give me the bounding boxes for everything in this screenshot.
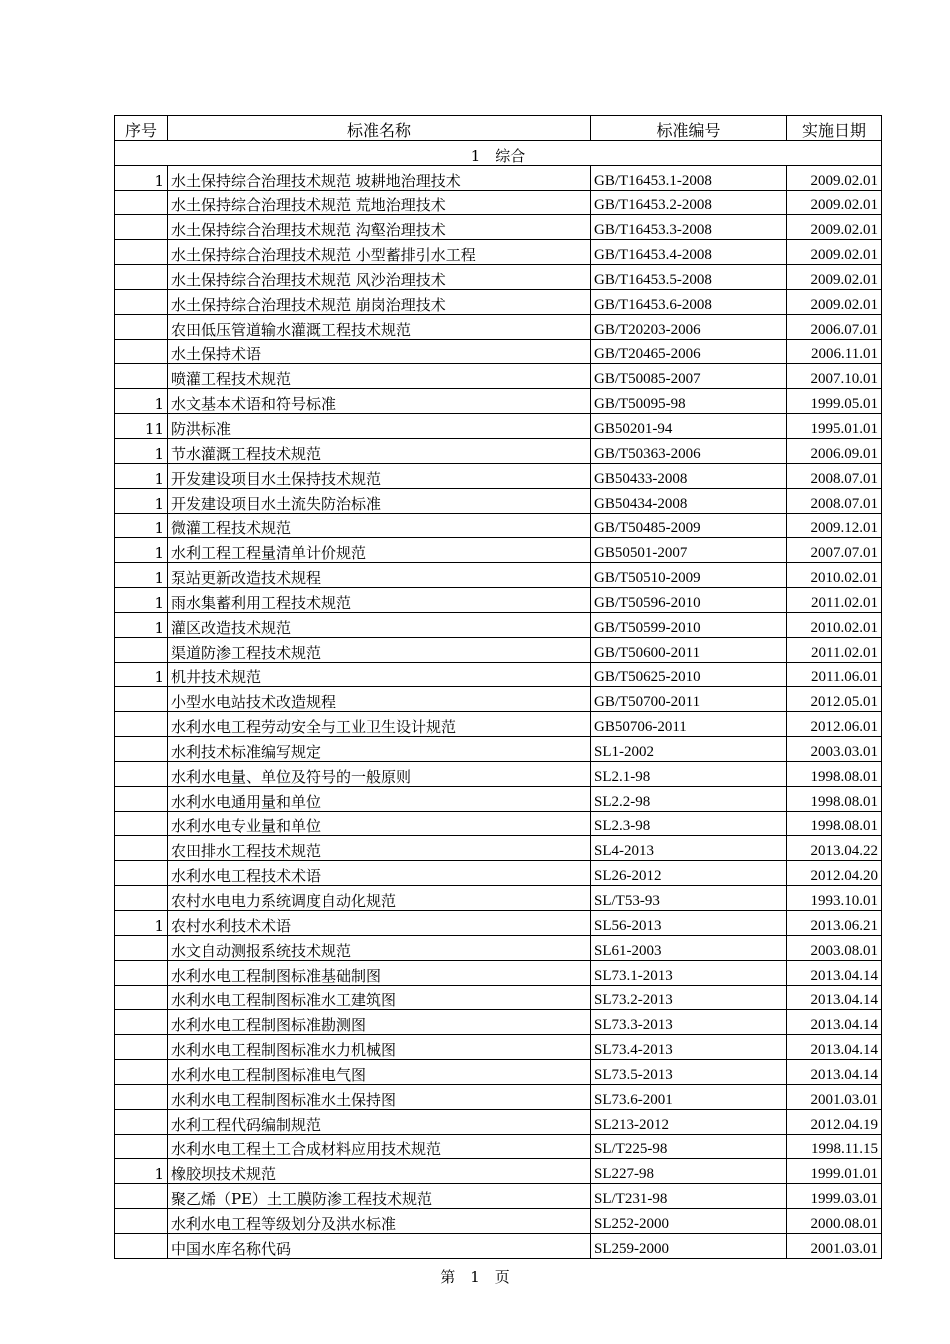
row-name: 雨水集蓄利用工程技术规范	[168, 588, 591, 613]
row-seq: 1	[115, 513, 168, 538]
row-seq	[115, 1134, 168, 1159]
row-code: SL61-2003	[591, 935, 787, 960]
table-row	[115, 836, 882, 861]
row-name: 农村水电电力系统调度自动化规范	[168, 886, 591, 911]
table-body	[115, 140, 882, 1258]
row-code: SL56-2013	[591, 911, 787, 936]
row-code: SL73.1-2013	[591, 960, 787, 985]
row-seq	[115, 339, 168, 364]
table-row	[115, 389, 882, 414]
section-row	[115, 140, 882, 165]
table-row	[115, 463, 882, 488]
table-row	[115, 886, 882, 911]
row-seq	[115, 314, 168, 339]
row-name: 开发建设项目水土流失防治标准	[168, 488, 591, 513]
row-name: 水利水电工程土工合成材料应用技术规范	[168, 1134, 591, 1159]
row-date: 2006.07.01	[787, 314, 882, 339]
row-name: 水土保持综合治理技术规范 坡耕地治理技术	[168, 165, 591, 190]
row-code: GB/T16453.3-2008	[591, 215, 787, 240]
row-code: GB/T50600-2011	[591, 637, 787, 662]
row-name: 喷灌工程技术规范	[168, 364, 591, 389]
table-row	[115, 637, 882, 662]
row-seq	[115, 861, 168, 886]
row-date: 1993.10.01	[787, 886, 882, 911]
row-name: 水土保持综合治理技术规范 小型蓄排引水工程	[168, 240, 591, 265]
row-seq	[115, 215, 168, 240]
table-row	[115, 1035, 882, 1060]
row-name: 水利水电工程制图标准勘测图	[168, 1010, 591, 1035]
row-code: SL2.1-98	[591, 761, 787, 786]
table-row	[115, 911, 882, 936]
row-seq: 11	[115, 414, 168, 439]
table-row	[115, 364, 882, 389]
row-name: 机井技术规范	[168, 662, 591, 687]
row-name: 水利工程工程量清单计价规范	[168, 538, 591, 563]
row-seq	[115, 1010, 168, 1035]
row-name: 水利水电工程劳动安全与工业卫生设计规范	[168, 712, 591, 737]
row-seq	[115, 886, 168, 911]
row-name: 渠道防渗工程技术规范	[168, 637, 591, 662]
table-row	[115, 662, 882, 687]
table-row	[115, 488, 882, 513]
row-seq	[115, 364, 168, 389]
row-code: SL73.6-2001	[591, 1084, 787, 1109]
table-row	[115, 737, 882, 762]
row-date: 1998.11.15	[787, 1134, 882, 1159]
table-row	[115, 811, 882, 836]
table-row	[115, 1159, 882, 1184]
row-code: GB/T50485-2009	[591, 513, 787, 538]
table-row	[115, 1209, 882, 1234]
row-date: 2011.02.01	[787, 637, 882, 662]
table-row	[115, 314, 882, 339]
row-name: 水土保持术语	[168, 339, 591, 364]
row-seq: 1	[115, 612, 168, 637]
row-date: 2010.02.01	[787, 612, 882, 637]
row-seq	[115, 786, 168, 811]
row-name: 水土保持综合治理技术规范 荒地治理技术	[168, 190, 591, 215]
row-seq	[115, 761, 168, 786]
row-date: 1999.05.01	[787, 389, 882, 414]
row-code: SL252-2000	[591, 1209, 787, 1234]
row-date: 2013.04.14	[787, 1060, 882, 1085]
row-code: SL73.5-2013	[591, 1060, 787, 1085]
row-seq	[115, 1084, 168, 1109]
row-seq: 1	[115, 563, 168, 588]
row-name: 水利水电工程制图标准水力机械图	[168, 1035, 591, 1060]
table-row	[115, 289, 882, 314]
table-row	[115, 1184, 882, 1209]
row-code: SL/T225-98	[591, 1134, 787, 1159]
row-name: 节水灌溉工程技术规范	[168, 438, 591, 463]
row-seq	[115, 985, 168, 1010]
row-code: GB/T50510-2009	[591, 563, 787, 588]
row-date: 2003.08.01	[787, 935, 882, 960]
table-row	[115, 165, 882, 190]
row-name: 水利水电工程技术术语	[168, 861, 591, 886]
table-row	[115, 265, 882, 290]
table-row	[115, 240, 882, 265]
row-name: 聚乙烯（PE）土工膜防渗工程技术规范	[168, 1184, 591, 1209]
row-seq	[115, 265, 168, 290]
row-seq	[115, 1184, 168, 1209]
table-row	[115, 687, 882, 712]
standards-table	[114, 115, 882, 1259]
row-date: 1999.03.01	[787, 1184, 882, 1209]
row-date: 2003.03.01	[787, 737, 882, 762]
row-code: SL73.2-2013	[591, 985, 787, 1010]
table-row	[115, 438, 882, 463]
table-row	[115, 861, 882, 886]
table-row	[115, 538, 882, 563]
row-date: 2009.02.01	[787, 165, 882, 190]
row-name: 开发建设项目水土保持技术规范	[168, 463, 591, 488]
table-row	[115, 761, 882, 786]
header-seq: 序号	[115, 116, 168, 141]
row-seq: 1	[115, 538, 168, 563]
table-row	[115, 588, 882, 613]
row-code: GB/T50625-2010	[591, 662, 787, 687]
row-code: SL227-98	[591, 1159, 787, 1184]
row-code: GB50433-2008	[591, 463, 787, 488]
row-code: GB/T16453.2-2008	[591, 190, 787, 215]
row-date: 2009.02.01	[787, 190, 882, 215]
row-seq	[115, 1209, 168, 1234]
row-name: 水利水电工程等级划分及洪水标准	[168, 1209, 591, 1234]
row-date: 2013.04.14	[787, 985, 882, 1010]
row-code: GB/T20465-2006	[591, 339, 787, 364]
row-name: 泵站更新改造技术规程	[168, 563, 591, 588]
row-code: GB/T50596-2010	[591, 588, 787, 613]
row-date: 2009.02.01	[787, 265, 882, 290]
row-date: 2013.04.14	[787, 1010, 882, 1035]
row-date: 1998.08.01	[787, 761, 882, 786]
row-seq: 1	[115, 1159, 168, 1184]
row-name: 水土保持综合治理技术规范 风沙治理技术	[168, 265, 591, 290]
row-date: 2012.05.01	[787, 687, 882, 712]
row-code: SL73.4-2013	[591, 1035, 787, 1060]
row-date: 2006.11.01	[787, 339, 882, 364]
row-name: 中国水库名称代码	[168, 1233, 591, 1258]
row-code: SL26-2012	[591, 861, 787, 886]
row-seq	[115, 289, 168, 314]
row-seq: 1	[115, 588, 168, 613]
row-name: 水土保持综合治理技术规范 沟壑治理技术	[168, 215, 591, 240]
row-code: GB/T50599-2010	[591, 612, 787, 637]
table-row	[115, 1084, 882, 1109]
table-row	[115, 190, 882, 215]
row-date: 2012.04.19	[787, 1109, 882, 1134]
row-seq	[115, 935, 168, 960]
row-seq	[115, 811, 168, 836]
row-seq	[115, 240, 168, 265]
row-date: 2000.08.01	[787, 1209, 882, 1234]
row-name: 水利水电量、单位及符号的一般原则	[168, 761, 591, 786]
row-date: 2011.02.01	[787, 588, 882, 613]
header-name: 标准名称	[168, 116, 591, 141]
row-seq	[115, 960, 168, 985]
row-seq	[115, 712, 168, 737]
row-name: 水利工程代码编制规范	[168, 1109, 591, 1134]
section-title: 1 综合	[115, 140, 882, 165]
table-row	[115, 563, 882, 588]
header-code: 标准编号	[591, 116, 787, 141]
row-seq	[115, 637, 168, 662]
table-row	[115, 1060, 882, 1085]
row-seq	[115, 1035, 168, 1060]
row-date: 2012.06.01	[787, 712, 882, 737]
row-code: GB/T50700-2011	[591, 687, 787, 712]
header-row	[115, 116, 882, 141]
row-date: 1998.08.01	[787, 811, 882, 836]
table-row	[115, 1109, 882, 1134]
row-date: 2009.02.01	[787, 289, 882, 314]
page-number: 第 1 页	[440, 1268, 510, 1286]
row-name: 水文基本术语和符号标准	[168, 389, 591, 414]
table-row	[115, 414, 882, 439]
row-date: 2009.02.01	[787, 240, 882, 265]
row-seq: 1	[115, 389, 168, 414]
row-name: 橡胶坝技术规范	[168, 1159, 591, 1184]
table-row	[115, 612, 882, 637]
header-date: 实施日期	[787, 116, 882, 141]
row-seq	[115, 687, 168, 712]
row-date: 2001.03.01	[787, 1084, 882, 1109]
table-row	[115, 513, 882, 538]
row-code: SL1-2002	[591, 737, 787, 762]
row-seq: 1	[115, 463, 168, 488]
row-name: 水利水电通用量和单位	[168, 786, 591, 811]
row-name: 微灌工程技术规范	[168, 513, 591, 538]
row-name: 农田排水工程技术规范	[168, 836, 591, 861]
row-date: 2006.09.01	[787, 438, 882, 463]
row-date: 1998.08.01	[787, 786, 882, 811]
row-seq: 1	[115, 438, 168, 463]
row-name: 小型水电站技术改造规程	[168, 687, 591, 712]
row-code: GB/T16453.5-2008	[591, 265, 787, 290]
row-date: 2010.02.01	[787, 563, 882, 588]
row-date: 2013.04.14	[787, 1035, 882, 1060]
row-seq	[115, 1233, 168, 1258]
row-code: SL/T53-93	[591, 886, 787, 911]
row-code: GB/T50095-98	[591, 389, 787, 414]
row-date: 2013.06.21	[787, 911, 882, 936]
row-name: 农村水利技术术语	[168, 911, 591, 936]
table-row	[115, 1233, 882, 1258]
table-row	[115, 985, 882, 1010]
row-name: 水利水电工程制图标准基础制图	[168, 960, 591, 985]
row-name: 水利水电工程制图标准水土保持图	[168, 1084, 591, 1109]
row-code: GB/T16453.1-2008	[591, 165, 787, 190]
row-code: GB50201-94	[591, 414, 787, 439]
row-date: 1995.01.01	[787, 414, 882, 439]
row-date: 2001.03.01	[787, 1233, 882, 1258]
row-name: 水利技术标准编写规定	[168, 737, 591, 762]
row-name: 水利水电专业量和单位	[168, 811, 591, 836]
table-row	[115, 960, 882, 985]
row-code: GB/T16453.6-2008	[591, 289, 787, 314]
table-row	[115, 712, 882, 737]
row-name: 农田低压管道输水灌溉工程技术规范	[168, 314, 591, 339]
row-code: SL4-2013	[591, 836, 787, 861]
row-name: 水文自动测报系统技术规范	[168, 935, 591, 960]
row-code: SL2.2-98	[591, 786, 787, 811]
row-seq	[115, 190, 168, 215]
row-code: GB50501-2007	[591, 538, 787, 563]
row-code: GB/T16453.4-2008	[591, 240, 787, 265]
row-code: GB50434-2008	[591, 488, 787, 513]
table-row	[115, 935, 882, 960]
table-row	[115, 1134, 882, 1159]
row-name: 水利水电工程制图标准水工建筑图	[168, 985, 591, 1010]
row-date: 2009.02.01	[787, 215, 882, 240]
row-code: SL73.3-2013	[591, 1010, 787, 1035]
table-row	[115, 339, 882, 364]
row-date: 2008.07.01	[787, 463, 882, 488]
row-code: SL/T231-98	[591, 1184, 787, 1209]
row-seq	[115, 1060, 168, 1085]
row-seq: 1	[115, 911, 168, 936]
row-code: GB/T20203-2006	[591, 314, 787, 339]
row-name: 防洪标准	[168, 414, 591, 439]
row-code: SL2.3-98	[591, 811, 787, 836]
row-date: 2009.12.01	[787, 513, 882, 538]
row-seq	[115, 737, 168, 762]
row-code: GB/T50085-2007	[591, 364, 787, 389]
row-seq: 1	[115, 488, 168, 513]
row-date: 2011.06.01	[787, 662, 882, 687]
row-code: GB50706-2011	[591, 712, 787, 737]
table-row	[115, 215, 882, 240]
row-date: 2007.07.01	[787, 538, 882, 563]
row-date: 1999.01.01	[787, 1159, 882, 1184]
row-seq	[115, 1109, 168, 1134]
row-name: 水土保持综合治理技术规范 崩岗治理技术	[168, 289, 591, 314]
row-seq: 1	[115, 662, 168, 687]
row-seq	[115, 836, 168, 861]
row-date: 2007.10.01	[787, 364, 882, 389]
row-code: SL213-2012	[591, 1109, 787, 1134]
row-date: 2008.07.01	[787, 488, 882, 513]
row-date: 2013.04.14	[787, 960, 882, 985]
row-seq: 1	[115, 165, 168, 190]
row-date: 2012.04.20	[787, 861, 882, 886]
table-row	[115, 786, 882, 811]
row-code: SL259-2000	[591, 1233, 787, 1258]
row-date: 2013.04.22	[787, 836, 882, 861]
row-name: 水利水电工程制图标准电气图	[168, 1060, 591, 1085]
row-name: 灌区改造技术规范	[168, 612, 591, 637]
row-code: GB/T50363-2006	[591, 438, 787, 463]
table-row	[115, 1010, 882, 1035]
